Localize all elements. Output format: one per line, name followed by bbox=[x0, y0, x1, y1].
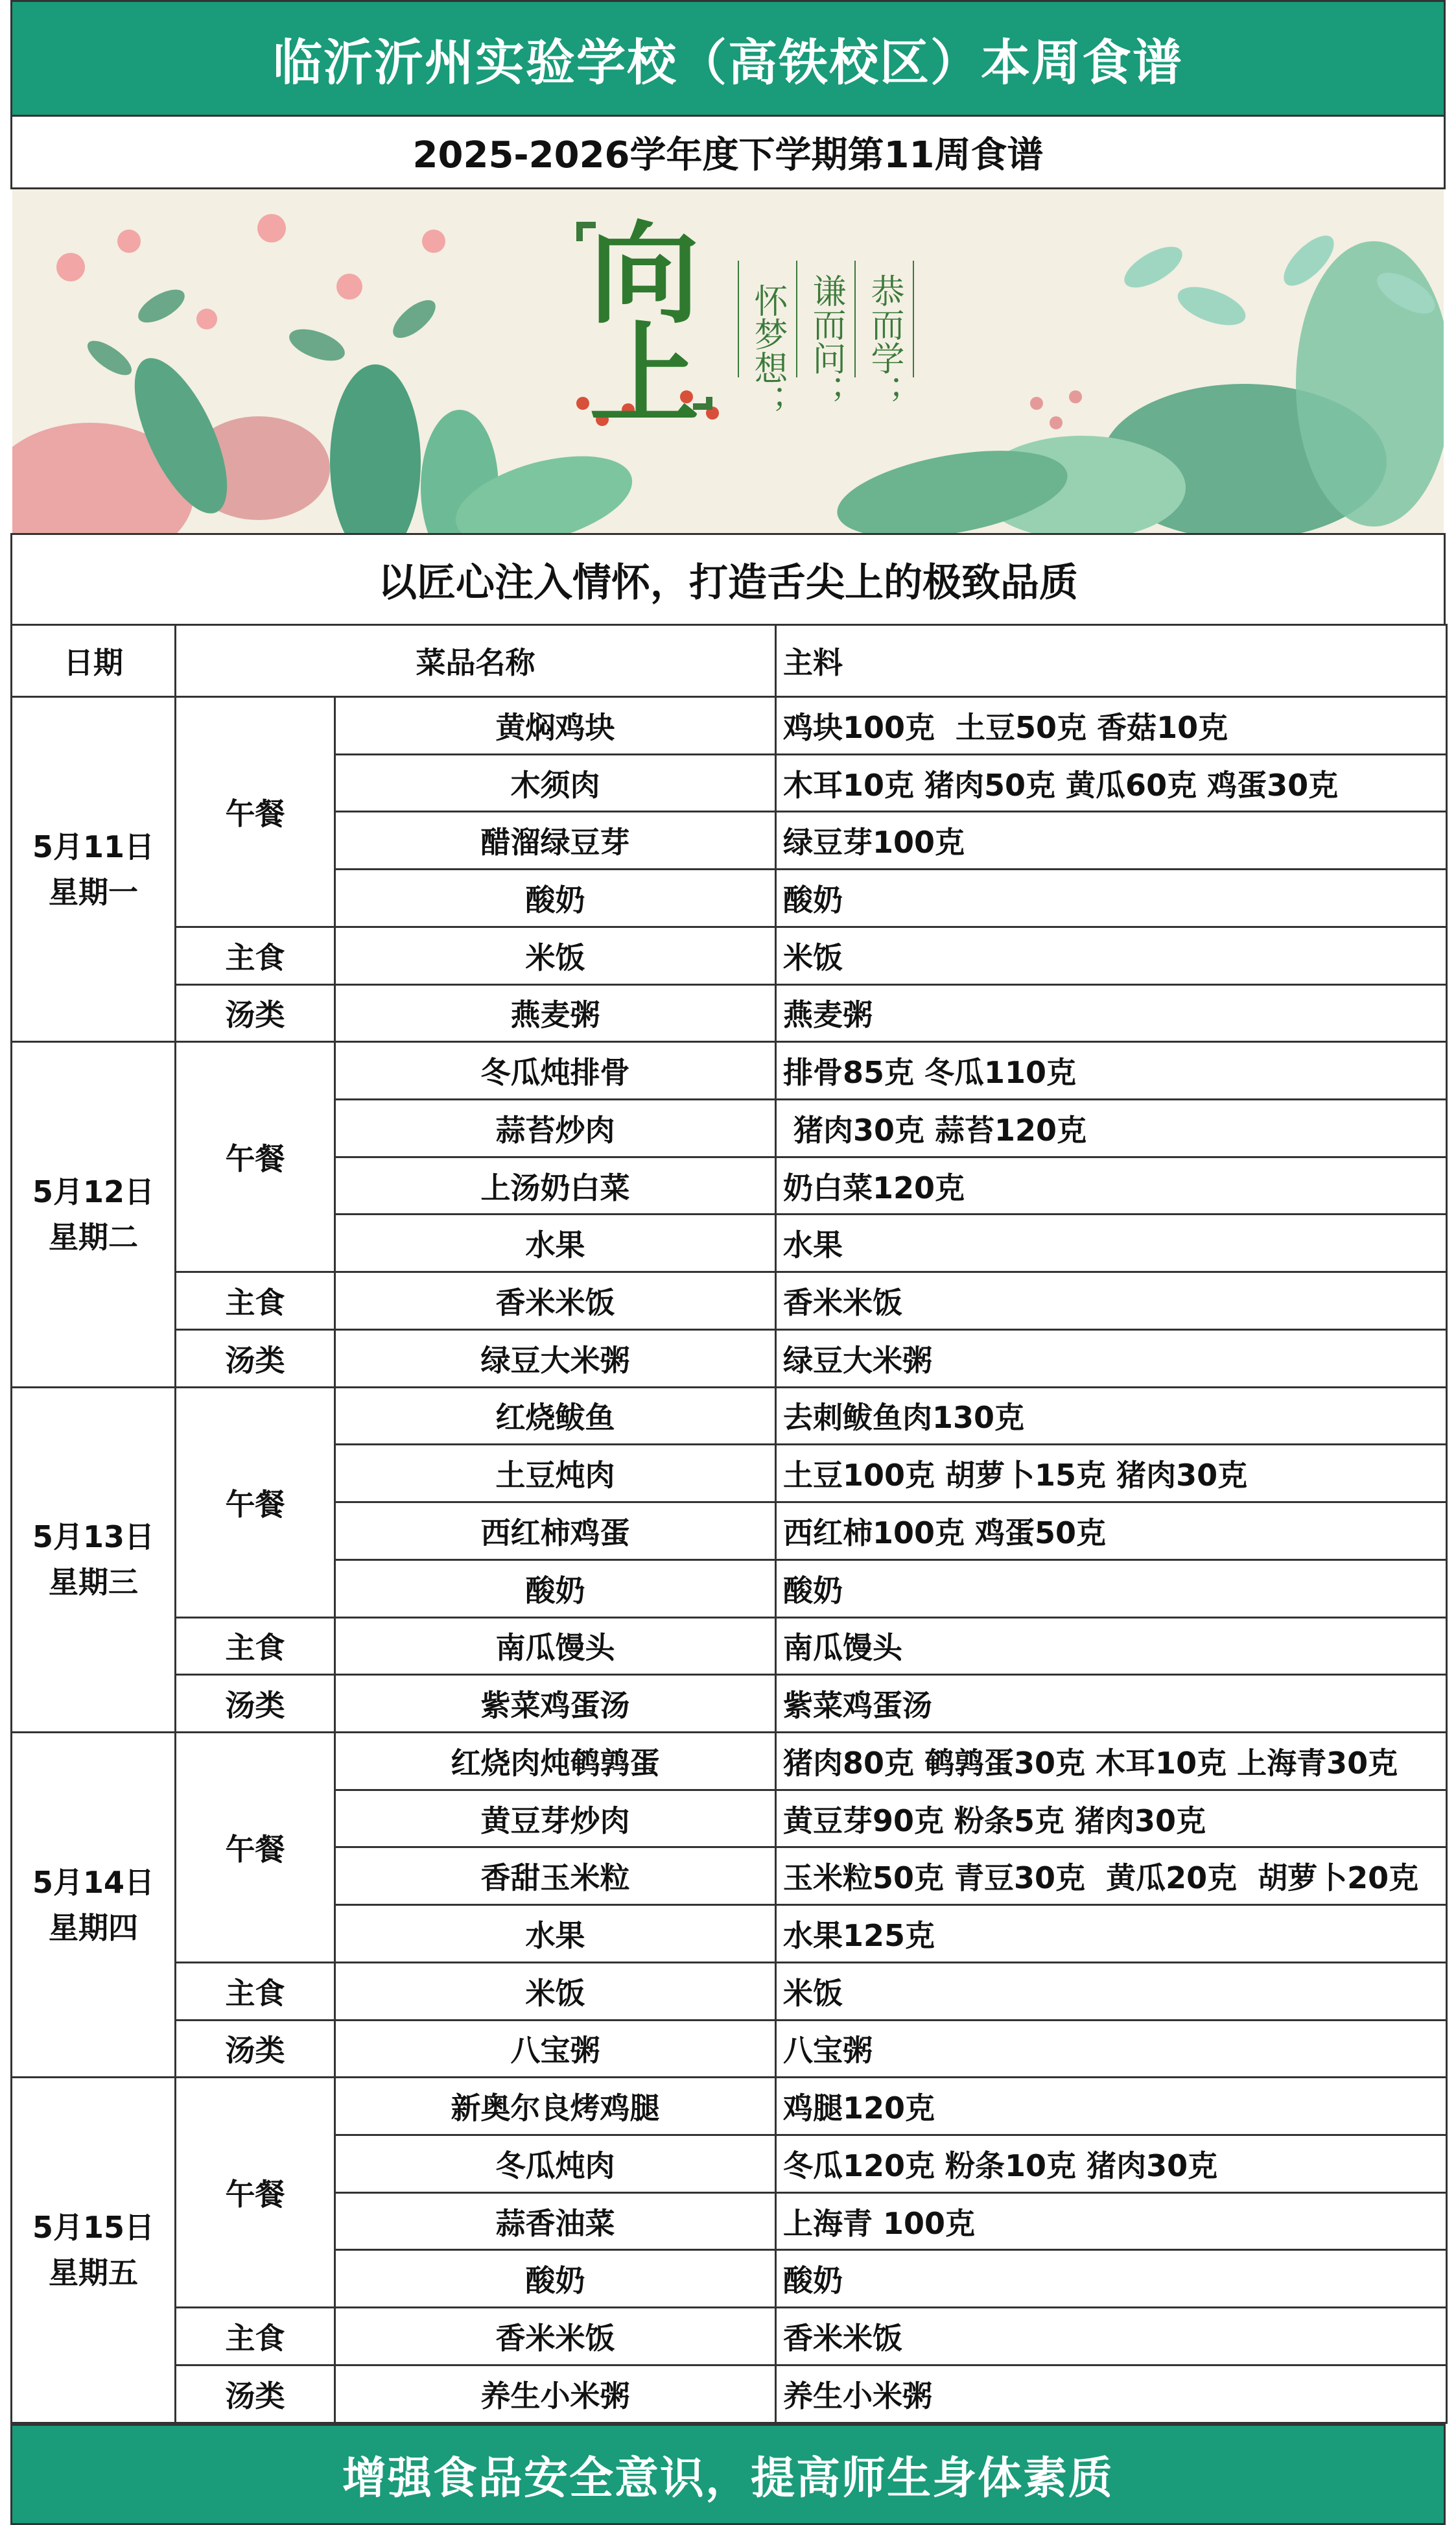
date-cell bbox=[12, 2078, 176, 2423]
dish-name: 新奥尔良烤鸡腿 bbox=[335, 2078, 776, 2135]
meal-type-soup: 汤类 bbox=[176, 1329, 335, 1387]
table-row bbox=[12, 984, 1447, 1042]
dish-name: 香米米饭 bbox=[335, 1272, 776, 1330]
banner-poem-col-3: 怀梦想； bbox=[748, 283, 787, 418]
date-cell bbox=[12, 697, 176, 1042]
banner-illustration bbox=[12, 189, 1444, 533]
dish-name: 蒜苔炒肉 bbox=[335, 1100, 776, 1157]
table-row bbox=[12, 1042, 1447, 1100]
dish-name: 冬瓜炖肉 bbox=[335, 2135, 776, 2192]
ingredients: 猪肉30克 蒜苔120克 bbox=[776, 1100, 1447, 1157]
dish-name: 上汤奶白菜 bbox=[335, 1157, 776, 1215]
table-row bbox=[12, 2078, 1447, 2135]
ingredients: 鸡腿120克 bbox=[776, 2078, 1447, 2135]
ingredients: 猪肉80克 鹌鹑蛋30克 木耳10克 上海青30克 bbox=[776, 1732, 1447, 1790]
table-row bbox=[12, 2365, 1447, 2423]
date-text: 5月15日 bbox=[32, 2210, 155, 2246]
weekday-text: 星期三 bbox=[49, 1565, 138, 1600]
dish-name: 西红柿鸡蛋 bbox=[335, 1502, 776, 1560]
ingredients: 水果125克 bbox=[776, 1905, 1447, 1963]
dish-name: 水果 bbox=[335, 1215, 776, 1272]
table-row bbox=[12, 1272, 1447, 1330]
meal-type-lunch: 午餐 bbox=[176, 1387, 335, 1617]
ingredients: 奶白菜120克 bbox=[776, 1157, 1447, 1215]
banner-poem-col-2: 谦而问； bbox=[806, 274, 845, 409]
ingredients: 香米米饭 bbox=[776, 2308, 1447, 2365]
banner-big-char-1: 向 bbox=[589, 211, 700, 339]
page-title: 临沂沂州实验学校（高铁校区）本周食谱 bbox=[10, 0, 1446, 117]
meal-type-lunch: 午餐 bbox=[176, 697, 335, 927]
ingredients: 养生小米粥 bbox=[776, 2365, 1447, 2423]
ingredients: 南瓜馒头 bbox=[776, 1617, 1447, 1675]
ingredients: 酸奶 bbox=[776, 2250, 1447, 2308]
dish-name: 紫菜鸡蛋汤 bbox=[335, 1675, 776, 1733]
date-cell bbox=[12, 1042, 176, 1387]
table-row bbox=[12, 1732, 1447, 1790]
header-dish: 菜品名称 bbox=[176, 625, 776, 697]
header-ingredients: 主料 bbox=[776, 625, 1447, 697]
ingredients: 酸奶 bbox=[776, 870, 1447, 927]
ingredients: 水果 bbox=[776, 1215, 1447, 1272]
meal-type-lunch: 午餐 bbox=[176, 1042, 335, 1272]
date-cell bbox=[12, 1732, 176, 2077]
dish-name: 香甜玉米粒 bbox=[335, 1847, 776, 1905]
meal-type-soup: 汤类 bbox=[176, 2365, 335, 2423]
banner-poem-col-1: 恭而学； bbox=[865, 274, 904, 409]
dish-name: 南瓜馒头 bbox=[335, 1617, 776, 1675]
ingredients: 西红柿100克 鸡蛋50克 bbox=[776, 1502, 1447, 1560]
date-text: 5月14日 bbox=[32, 1864, 155, 1900]
table-row bbox=[12, 1675, 1447, 1733]
dish-name: 香米米饭 bbox=[335, 2308, 776, 2365]
weekday-text: 星期四 bbox=[49, 1910, 138, 1945]
meal-type-staple: 主食 bbox=[176, 1272, 335, 1330]
menu-body bbox=[12, 697, 1447, 2423]
ingredients: 米饭 bbox=[776, 1962, 1447, 2020]
ingredients: 紫菜鸡蛋汤 bbox=[776, 1675, 1447, 1733]
table-row bbox=[12, 927, 1447, 984]
dish-name: 米饭 bbox=[335, 1962, 776, 2020]
week-subtitle: 2025-2026学年度下学期第11周食谱 bbox=[10, 117, 1446, 189]
dish-name: 红烧鲅鱼 bbox=[335, 1387, 776, 1445]
dish-name: 八宝粥 bbox=[335, 2020, 776, 2078]
dish-name: 土豆炖肉 bbox=[335, 1445, 776, 1502]
ingredients: 八宝粥 bbox=[776, 2020, 1447, 2078]
dish-name: 黄豆芽炒肉 bbox=[335, 1790, 776, 1847]
dish-name: 米饭 bbox=[335, 927, 776, 984]
ingredients: 绿豆大米粥 bbox=[776, 1329, 1447, 1387]
decorative-banner bbox=[12, 189, 1444, 533]
table-row bbox=[12, 1387, 1447, 1445]
ingredients: 上海青 100克 bbox=[776, 2192, 1447, 2250]
dish-name: 酸奶 bbox=[335, 870, 776, 927]
date-text: 5月12日 bbox=[32, 1174, 155, 1209]
meal-type-lunch: 午餐 bbox=[176, 2078, 335, 2308]
dish-name: 红烧肉炖鹌鹑蛋 bbox=[335, 1732, 776, 1790]
meal-type-staple: 主食 bbox=[176, 1617, 335, 1675]
meal-type-soup: 汤类 bbox=[176, 1675, 335, 1733]
header-date: 日期 bbox=[12, 625, 176, 697]
meal-type-soup: 汤类 bbox=[176, 984, 335, 1042]
weekday-text: 星期二 bbox=[49, 1219, 138, 1255]
table-row bbox=[12, 2308, 1447, 2365]
dish-name: 木须肉 bbox=[335, 754, 776, 812]
date-text: 5月11日 bbox=[32, 829, 155, 864]
meal-type-lunch: 午餐 bbox=[176, 1732, 335, 1962]
ingredients: 排骨85克 冬瓜110克 bbox=[776, 1042, 1447, 1100]
meal-type-staple: 主食 bbox=[176, 927, 335, 984]
ingredients: 燕麦粥 bbox=[776, 984, 1447, 1042]
dish-name: 蒜香油菜 bbox=[335, 2192, 776, 2250]
dish-name: 冬瓜炖排骨 bbox=[335, 1042, 776, 1100]
ingredients: 酸奶 bbox=[776, 1559, 1447, 1617]
dish-name: 酸奶 bbox=[335, 2250, 776, 2308]
dish-name: 醋溜绿豆芽 bbox=[335, 812, 776, 870]
dish-name: 燕麦粥 bbox=[335, 984, 776, 1042]
meal-type-soup: 汤类 bbox=[176, 2020, 335, 2078]
weekly-menu-table bbox=[10, 624, 1448, 2424]
table-row bbox=[12, 1617, 1447, 1675]
weekday-text: 星期一 bbox=[49, 874, 138, 910]
ingredients: 米饭 bbox=[776, 927, 1447, 984]
meal-type-staple: 主食 bbox=[176, 2308, 335, 2365]
dish-name: 黄焖鸡块 bbox=[335, 697, 776, 755]
ingredients: 冬瓜120克 粉条10克 猪肉30克 bbox=[776, 2135, 1447, 2192]
dish-name: 水果 bbox=[335, 1905, 776, 1963]
dish-name: 养生小米粥 bbox=[335, 2365, 776, 2423]
ingredients: 玉米粒50克 青豆30克 黄瓜20克 胡萝卜20克 bbox=[776, 1847, 1447, 1905]
ingredients: 去刺鲅鱼肉130克 bbox=[776, 1387, 1447, 1445]
banner-big-char-2: 上 bbox=[589, 311, 700, 440]
table-row bbox=[12, 1962, 1447, 2020]
date-cell bbox=[12, 1387, 176, 1732]
table-row bbox=[12, 2020, 1447, 2078]
footer-banner: 增强食品安全意识，提高师生身体素质 bbox=[10, 2424, 1446, 2525]
slogan: 以匠心注入情怀，打造舌尖上的极致品质 bbox=[10, 533, 1446, 624]
ingredients: 鸡块100克 土豆50克 香菇10克 bbox=[776, 697, 1447, 755]
weekday-text: 星期五 bbox=[49, 2255, 138, 2291]
table-row bbox=[12, 1329, 1447, 1387]
date-text: 5月13日 bbox=[32, 1519, 155, 1555]
dish-name: 绿豆大米粥 bbox=[335, 1329, 776, 1387]
ingredients: 香米米饭 bbox=[776, 1272, 1447, 1330]
ingredients: 黄豆芽90克 粉条5克 猪肉30克 bbox=[776, 1790, 1447, 1847]
ingredients: 土豆100克 胡萝卜15克 猪肉30克 bbox=[776, 1445, 1447, 1502]
ingredients: 木耳10克 猪肉50克 黄瓜60克 鸡蛋30克 bbox=[776, 754, 1447, 812]
ingredients: 绿豆芽100克 bbox=[776, 812, 1447, 870]
table-row bbox=[12, 697, 1447, 755]
dish-name: 酸奶 bbox=[335, 1559, 776, 1617]
table-header-row bbox=[12, 625, 1447, 697]
meal-type-staple: 主食 bbox=[176, 1962, 335, 2020]
